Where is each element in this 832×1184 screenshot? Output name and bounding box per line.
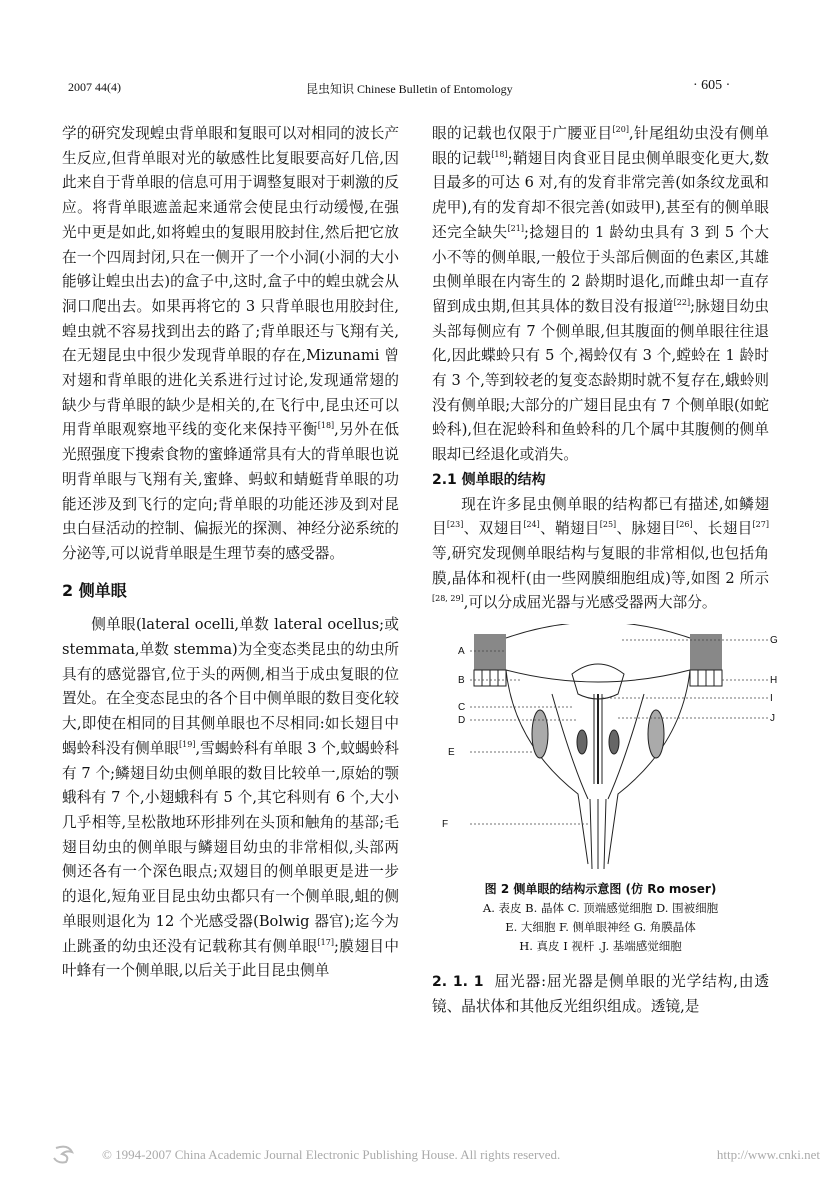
caption-line: E. 大细胞 F. 侧单眼神经 G. 角膜晶体 — [505, 920, 696, 935]
corneal-lens — [506, 624, 690, 638]
left-column — [62, 122, 399, 984]
citation: [26] — [676, 520, 693, 530]
paragraph: 侧单眼(lateral ocelli,单数 lateral ocellus;或 stemmata,单数 stemma)为全变态类昆虫的幼虫所具有的感觉器官,位于头的两侧,相当于成虫复眼的位置处。在全变态昆虫的各个目中侧单眼的数目变化较大,即使在相同的目其侧单眼也不尽相同:如长翅目中蝎蛉科没有侧单眼[19],雪蝎蛉科有单眼 3 个,蚊蝎蛉科有 7 个;鳞翅目幼虫侧单眼的数目比较单一,原始的颚蛾科有 7 个,小翅蛾科有 5 个,其它科则有 6 个,大小几乎相等,呈松散地环形排列在头顶和触角的基部;毛翅目幼虫的侧单眼与鳞翅目幼虫的非常相似,头部两侧还各有一个深色眼点;双翅目的侧单眼更是进一步的退化,短角亚目昆虫幼虫都只有一个侧单眼,蛆的侧单眼则退化为 12 个光感受器(Bolwig 器官);迄今为止跳蚤的幼虫还没有记载称其有侧单眼[17];膜翅目中叶蜂有一个侧单眼,以后关于此目昆虫侧单 — [62, 616, 399, 980]
label-J: J — [770, 713, 775, 725]
caption-title: 图 2 侧单眼的结构示意图 (仿 Ro moser) — [484, 882, 717, 897]
subsection-heading: 2.1 侧单眼的结构 — [432, 471, 546, 488]
citation: [18] — [491, 149, 508, 159]
citation: [17] — [317, 937, 334, 947]
label-F: F — [442, 819, 449, 831]
caption-line: A. 表皮 B. 晶体 C. 顶端感觉细胞 D. 围被细胞 — [482, 901, 719, 916]
paragraph: 眼的记载也仅限于广腰亚目[20],针尾组幼虫没有侧单眼的记载[18];鞘翅目肉食亚目昆虫侧单眼变化更大,数目最多的可达 6 对,有的发育非常完善(如条纹龙虱和虎甲),有的发育却不很完善(如豉甲),甚至有的侧单眼还完全缺失[21];捻翅目的 1 龄幼虫具有 3 到 5 个大小不等的侧单眼,一般位于头部后侧面的色素区,其雄虫侧单眼在内寄生的 2 龄期时退化,而雌虫却一直存留到成虫期,但其具体的数目没有报道[22];脉翅目幼虫头部每侧应有 7 个侧单眼,但其腹面的侧单眼往往退化,因此蝶蛉只有 5 个,褐蛉仅有 3 个,螳蛉在 1 龄时有 3 个,等到较老的复变态龄期时就不复存在,蛾蛉则没有侧单眼;大部分的广翅目昆虫有 7 个侧单眼(如蛇蛉科),但在泥蛉科和鱼蛉科的几个属中其腹侧的侧单眼却已经退化或消失。 — [432, 125, 769, 464]
footer-url[interactable]: http://www.cnki.net — [716, 1147, 820, 1162]
section-heading: 2 侧单眼 — [62, 580, 127, 600]
large-cell-right — [648, 710, 664, 758]
label-G: G — [770, 635, 778, 647]
ocellar-nerve — [590, 799, 606, 869]
citation: [27] — [752, 520, 769, 530]
figure-caption — [432, 880, 769, 956]
cuticle-right — [690, 634, 722, 670]
right-column — [432, 122, 778, 1019]
label-D: D — [458, 715, 466, 727]
citation: [19] — [179, 740, 196, 750]
label-I: I — [770, 693, 773, 705]
paragraph: 学的研究发现蝗虫背单眼和复眼可以对相同的波长产生反应,但背单眼对光的敏感性比复眼要高好几倍,因此来自于背单眼的信息可用于调整复眼对于刺激的反应。将背单眼遮盖起来通常会使昆虫行动缓慢,在强光中更是如此,如将蝗虫的复眼用胶封住,然后把它放在一个四周封闭,只在一侧开了一个小洞(小洞的大小能够让蝗虫出去)的盒子中,这时,盒子中的蝗虫就会从洞口爬出去。如果再将它的 3 只背单眼也用胶封住,蝗虫就不容易找到出去的路了;背单眼还与飞翔有关,在无翅昆虫中很少发现背单眼的存在,Mizunami 曾对翅和背单眼的进化关系进行过讨论,发现通常翅的缺少与背单眼的缺少是相关的,在飞行中,昆虫还可以用背单眼观察地平线的变化来保持平衡[18],另外在低光照强度下搜索食物的蜜蜂通常具有大的背单眼也说明背单眼与飞翔有关,蜜蜂、蚂蚁和蜻蜓背单眼的功能还涉及到飞行的定向;背单眼的功能还涉及到对昆虫白昼活动的控制、偏振光的探测、神经分泌系统的分泌等,可以说背单眼是生理节奏的感受器。 — [62, 125, 399, 562]
citation: [21] — [507, 223, 524, 233]
epidermis-cells — [474, 670, 722, 686]
large-cell-left — [532, 710, 548, 758]
cuticle-left — [474, 634, 506, 670]
paragraph: 2. 1. 1 屈光器:屈光器是侧单眼的光学结构,由透镜、晶状体和其他反光组织组成。透镜,是 — [432, 973, 769, 1015]
cnki-logo-icon — [46, 1144, 86, 1166]
figure-ocellus-diagram — [422, 624, 782, 874]
header-journal-issue: 2007 44(4) — [68, 80, 121, 94]
subsubsection-number: 2. 1. 1 — [432, 974, 484, 991]
citation: [25] — [599, 520, 617, 530]
caption-line: H. 真皮 I 视杆 .J. 基端感觉细胞 — [519, 939, 682, 954]
citation: [24] — [523, 520, 540, 530]
citation: [20] — [612, 125, 629, 135]
citation: [22] — [673, 298, 691, 308]
copyright-notice: © 1994-2007 China Academic Journal Electronic Publishing House. All rights reserved. — [102, 1147, 561, 1162]
label-B: B — [458, 675, 465, 687]
header-page-number: · 605 · — [693, 78, 731, 93]
ocellus-structure-diagram — [422, 624, 782, 874]
paragraph: 现在许多昆虫侧单眼的结构都已有描述,如鳞翅目[23]、双翅目[24]、鞘翅目[25]、脉翅目[26]、长翅目[27]等,研究发现侧单眼结构与复眼的非常相似,也包括角膜,晶体和视杆(由一些网膜细胞组成)等,如图 2 所示[28, 29],可以分成屈光器与光感受器两大部分。 — [432, 495, 769, 612]
label-A: A — [458, 646, 465, 658]
citation: [23] — [446, 520, 464, 530]
citation: [28, 29] — [432, 594, 464, 604]
label-E: E — [448, 747, 455, 759]
label-H: H — [770, 675, 778, 687]
citation: [18] — [317, 421, 335, 431]
label-C: C — [458, 702, 466, 714]
footer — [40, 1144, 820, 1170]
header-journal-title: 昆虫知识 Chinese Bulletin of Entomology — [306, 82, 513, 96]
